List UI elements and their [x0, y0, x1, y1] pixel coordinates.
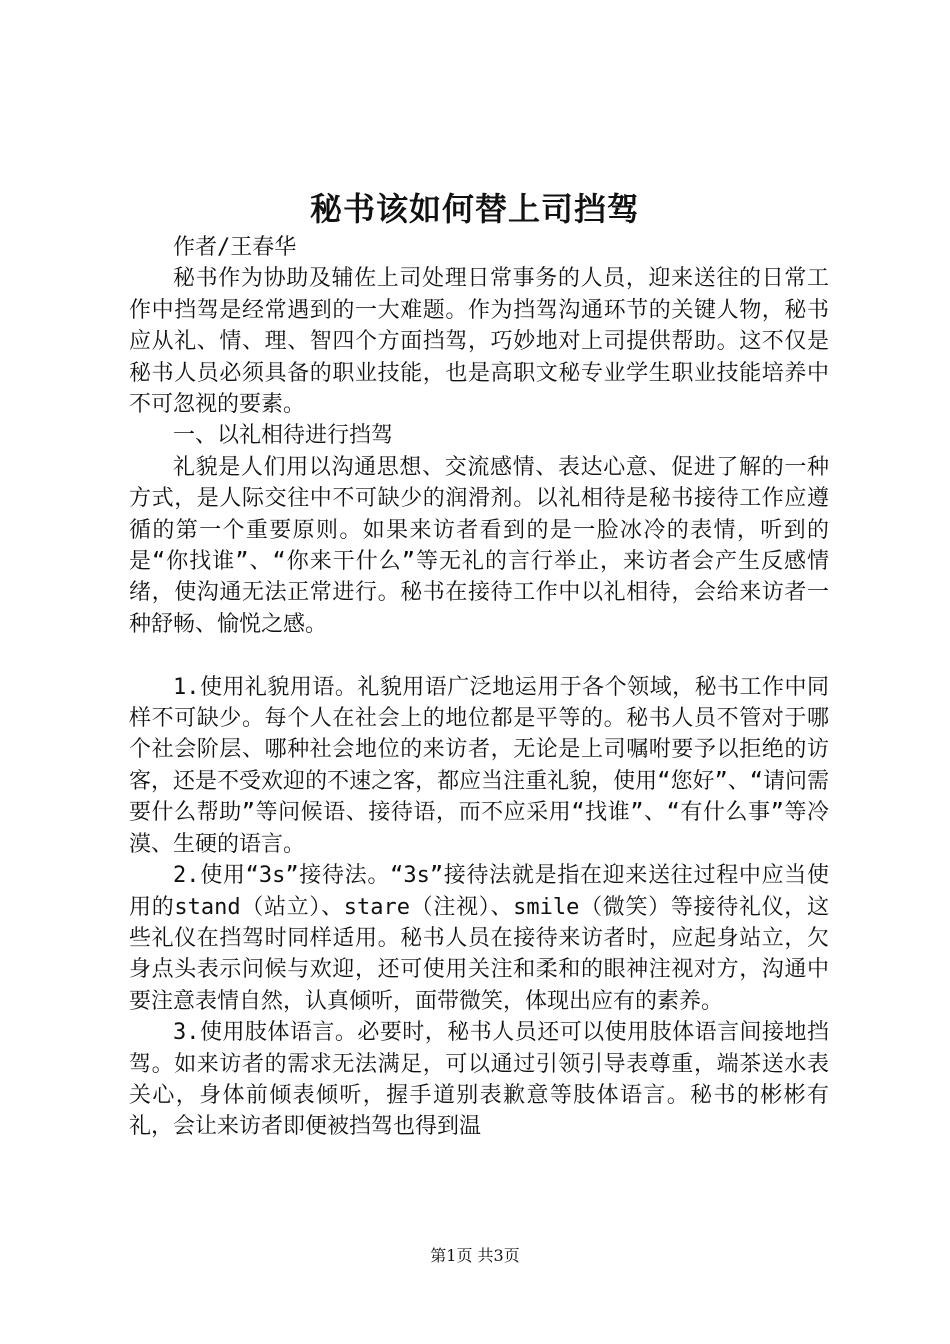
document-title: 秘书该如何替上司挡驾: [309, 190, 640, 228]
paragraph-item-1: 1.使用礼貌用语。礼貌用语广泛地运用于各个领域，秘书工作中同样不可缺少。每个人在社会上的地位都是平等的。秘书人员不管对于哪个社会阶层、哪种社会地位的来访者，无论是上司嘱咐要予以拒绝的访客，还是不受欢迎的不速之客，都应当注重礼貌，使用“您好”、“请问需要什么帮助”等问候语、接待语，而不应采用“找谁”、“有什么事”等冷漠、生硬的语言。: [129, 674, 829, 857]
page-footer: 第1页 共3页: [430, 1246, 520, 1265]
document-body: [129, 232, 829, 1143]
paragraph-section-1: 礼貌是人们用以沟通思想、交流感情、表达心意、促进了解的一种方式，是人际交往中不可缺少的润滑剂。以礼相待是秘书接待工作应遵循的第一个重要原则。如果来访者看到的是一脸冰冷的表情，听到的是“你找谁”、“你来干什么”等无礼的言行举止，来访者会产生反感情绪，使沟通无法正常进行。秘书在接待工作中以礼相待，会给来访者一种舒畅、愉悦之感。: [129, 454, 829, 637]
author-line: 作者/王春华: [173, 235, 297, 260]
paragraph-item-2: 2.使用“3s”接待法。“3s”接待法就是指在迎来送往过程中应当使用的stand（站立）、stare（注视）、smile（微笑）等接待礼仪，这些礼仪在挡驾时同样适用。秘书人员在接待来访者时，应起身站立，欠身点头表示问候与欢迎，还可使用关注和柔和的眼神注视对方，沟通中要注意表情自然，认真倾听，面带微笑，体现出应有的素养。: [129, 863, 829, 1014]
paragraph-item-3: 3.使用肢体语言。必要时，秘书人员还可以使用肢体语言间接地挡驾。如来访者的需求无法满足，可以通过引领引导表尊重，端茶送水表关心，身体前倾表倾听，握手道别表歉意等肢体语言。秘书的彬彬有礼，会让来访者即便被挡驾也得到温: [129, 1020, 829, 1140]
paragraph-intro: 秘书作为协助及辅佐上司处理日常事务的人员，迎来送往的日常工作中挡驾是经常遇到的一大难题。作为挡驾沟通环节的关键人物，秘书应从礼、情、理、智四个方面挡驾，巧妙地对上司提供帮助。这不仅是秘书人员必须具备的职业技能，也是高职文秘专业学生职业技能培养中不可忽视的要素。: [129, 266, 829, 418]
section-heading-1: 一、以礼相待进行挡驾: [173, 423, 394, 449]
